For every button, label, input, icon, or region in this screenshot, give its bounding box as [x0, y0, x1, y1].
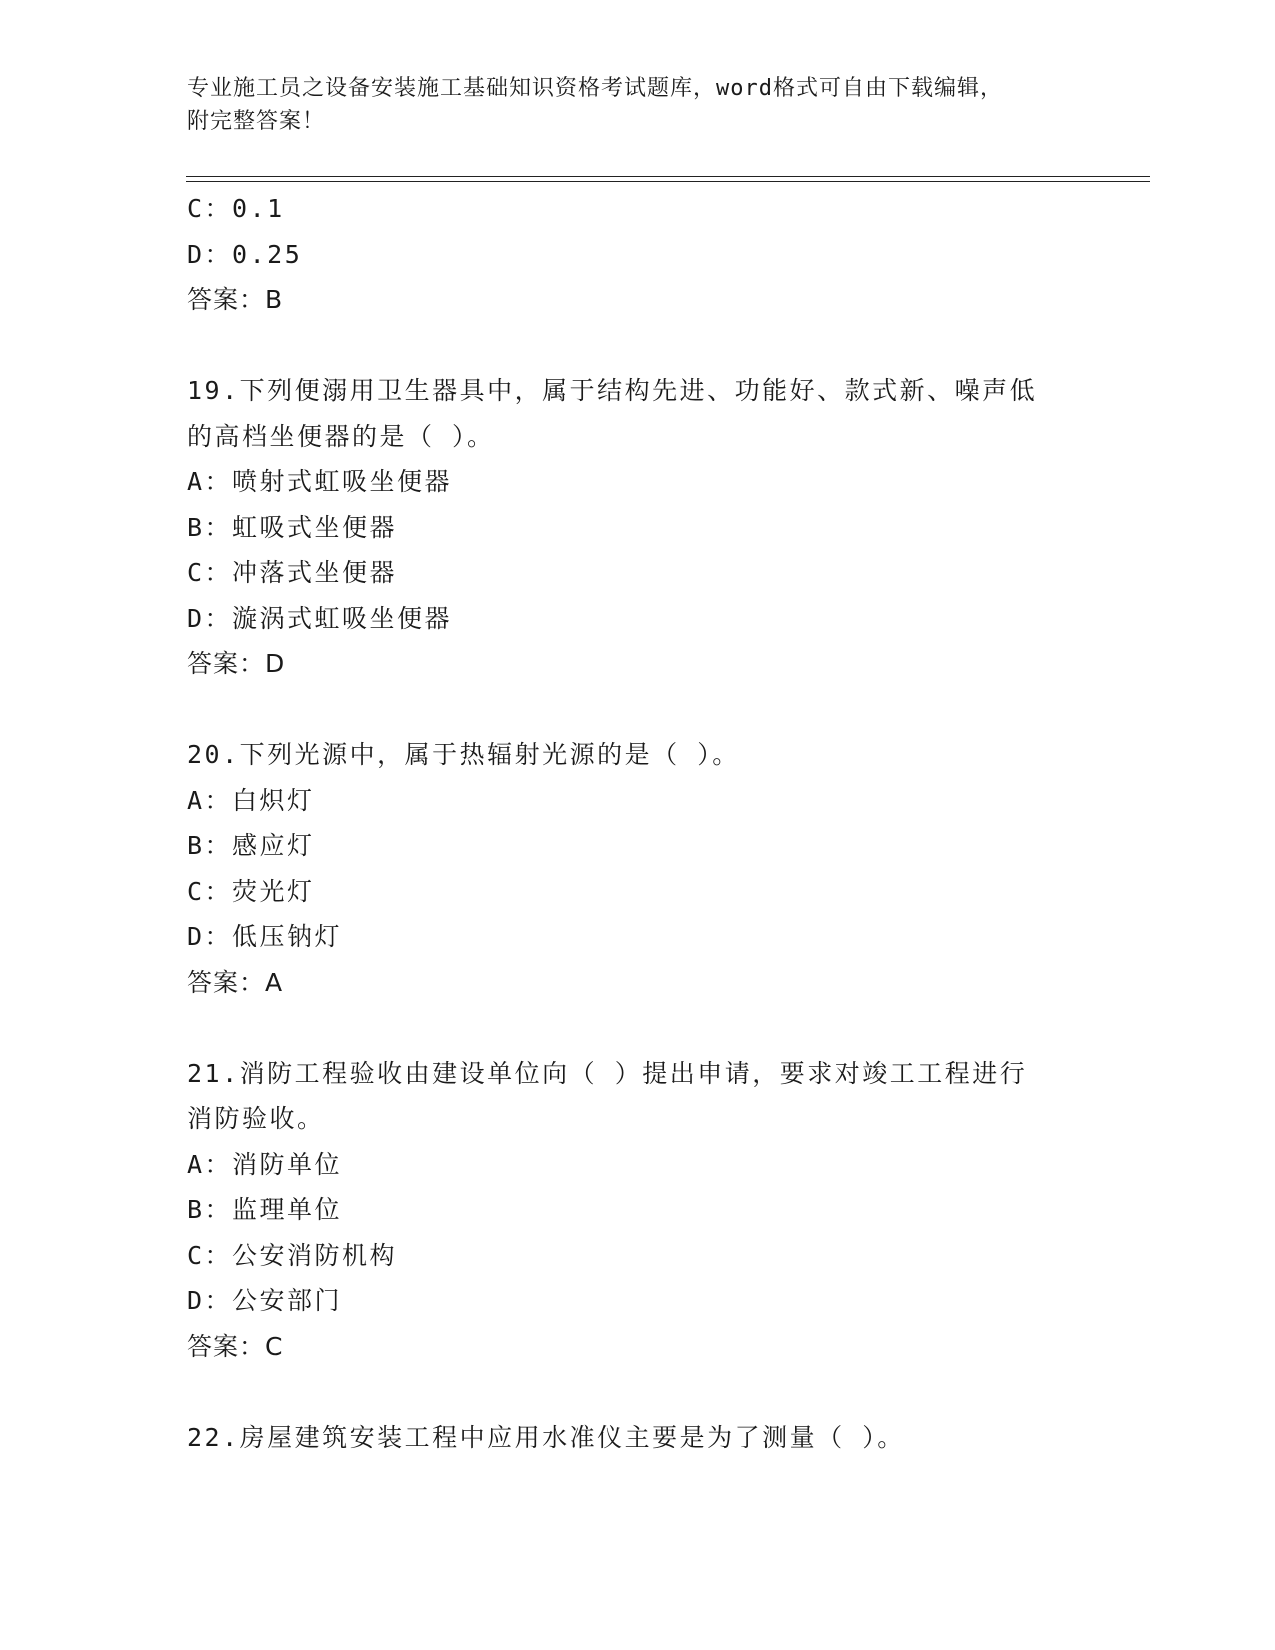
answer-line: 答案：D: [187, 649, 286, 678]
option-d: D：公安部门: [187, 1286, 343, 1315]
question-stem: 20.下列光源中，属于热辐射光源的是（ ）。: [187, 740, 740, 769]
option-c: C：公安消防机构: [187, 1240, 398, 1270]
header-divider-top: [186, 176, 1150, 177]
question-stem: 消防验收。: [187, 1104, 325, 1133]
prev-question: [187, 186, 1087, 323]
option-d: D：漩涡式虹吸坐便器: [187, 603, 453, 633]
option-b: B：虹吸式坐便器: [187, 512, 398, 542]
option-d: D：0.25: [187, 239, 303, 269]
option-d: D：低压钠灯: [187, 922, 343, 951]
question-stem: 21.消防工程验收由建设单位向（ ）提出申请，要求对竣工工程进行: [187, 1058, 1028, 1088]
header-divider-bottom: [186, 181, 1150, 182]
question-stem: 22.房屋建筑安装工程中应用水准仪主要是为了测量（ ）。: [187, 1422, 905, 1452]
question-19: [187, 368, 1087, 687]
option-a: A：喷射式虹吸坐便器: [187, 467, 453, 496]
option-b: B：监理单位: [187, 1195, 343, 1224]
option-c: C：荧光灯: [187, 876, 315, 906]
spacer: [187, 1005, 1087, 1051]
header-line-2: 附完整答案！: [187, 109, 326, 134]
spacer: [187, 323, 1087, 369]
spacer: [187, 687, 1087, 733]
question-20: [187, 732, 1087, 1005]
answer-line: 答案：A: [187, 967, 284, 997]
header-line-1: 专业施工员之设备安装施工基础知识资格考试题库，word格式可自由下载编辑，: [187, 76, 1003, 101]
document-header: [187, 72, 1067, 138]
question-stem: 19.下列便溺用卫生器具中，属于结构先进、功能好、款式新、噪声低: [187, 376, 1038, 405]
question-stem: 的高档坐便器的是（ ）。: [187, 421, 495, 451]
option-a: A：白炽灯: [187, 785, 315, 815]
spacer: [187, 1369, 1087, 1415]
option-c: C：冲落式坐便器: [187, 558, 398, 587]
answer-line: 答案：C: [187, 1331, 284, 1361]
question-content: [187, 186, 1087, 1460]
option-b: B：感应灯: [187, 831, 315, 860]
option-c: C：0.1: [187, 194, 285, 223]
question-22: [187, 1415, 1087, 1461]
option-a: A：消防单位: [187, 1149, 343, 1179]
question-21: [187, 1051, 1087, 1370]
answer-line: 答案：B: [187, 285, 284, 314]
